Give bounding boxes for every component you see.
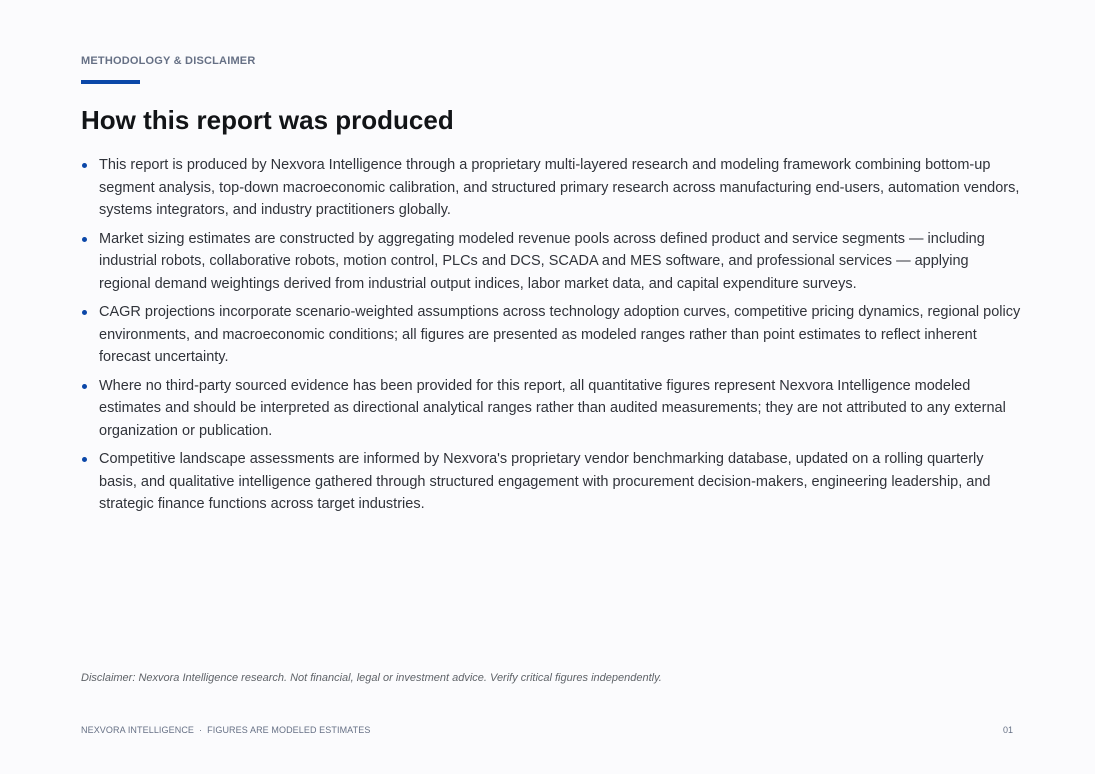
list-item-text: This report is produced by Nexvora Intelligence through a proprietary multi-layered research and modeling framework combining bottom-up segment analysis, top-down macroeconomic calibration, and structured primary research across manufacturing end-users, automation vendors, systems integrators, and industry practitioners globally. [99, 157, 1020, 218]
list-item [81, 375, 1021, 443]
footer-brand: NEXVORA INTELLIGENCE [81, 725, 195, 735]
page-number: 01 [1002, 725, 1013, 735]
page-title: How this report was produced [81, 105, 454, 135]
footer-note: FIGURES ARE MODELED ESTIMATES [207, 725, 371, 735]
accent-bar [81, 80, 140, 84]
list-item [81, 448, 1021, 516]
bullet-dot-icon [82, 163, 87, 168]
section-eyebrow: METHODOLOGY & DISCLAIMER [81, 55, 256, 67]
list-item [81, 228, 1021, 296]
list-item [81, 154, 1021, 222]
bullet-dot-icon [82, 310, 87, 315]
methodology-list [81, 154, 1021, 522]
list-item-text: Competitive landscape assessments are informed by Nexvora's proprietary vendor benchmarking database, updated on a rolling quarterly basis, and qualitative intelligence gathered through structured engagement with procurement decision-makers, engineering leadership, and strategic finance functions across target industries. [99, 451, 991, 512]
list-item-text: CAGR projections incorporate scenario-weighted assumptions across technology adoption curves, competitive pricing dynamics, regional policy environments, and macroeconomic conditions; all figures are presented as modeled ranges rather than point estimates to reflect inherent forecast uncertainty. [99, 304, 1021, 365]
list-item-text: Market sizing estimates are constructed by aggregating modeled revenue pools across defined product and service segments — including industrial robots, collaborative robots, motion control, PLCs and DCS, SCADA and MES software, and professional services — applying regional demand weightings derived from industrial output indices, labor market data, and capital expenditure surveys. [99, 230, 985, 292]
list-item [81, 301, 1021, 369]
disclaimer-text: Disclaimer: Nexvora Intelligence research. Not financial, legal or investment advice. Verify critical figures independently. [81, 672, 662, 684]
footer-separator: · [199, 725, 203, 735]
list-item-text: Where no third-party sourced evidence has been provided for this report, all quantitative figures represent Nexvora Intelligence modeled estimates and should be interpreted as directional analytical ranges rather than audited measurements; they are not attributed to any external organization or publication. [99, 377, 1006, 439]
bullet-dot-icon [82, 384, 87, 389]
footer-brand-line [81, 725, 370, 736]
bullet-dot-icon [82, 457, 87, 462]
bullet-dot-icon [82, 237, 87, 242]
